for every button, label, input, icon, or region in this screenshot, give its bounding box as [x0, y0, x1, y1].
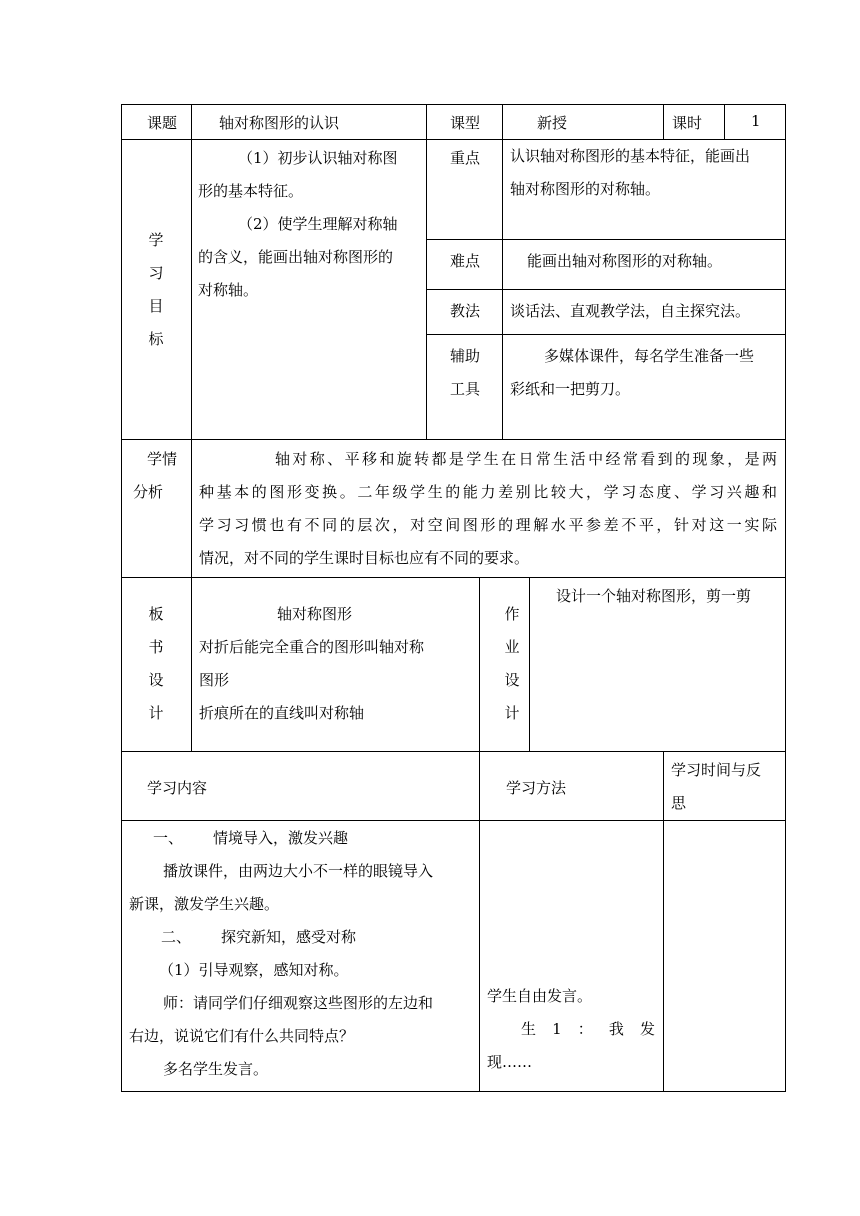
analysis-line1: 轴对称、平移和旋转都是学生在日常生活中经常看到的现象，是两 — [275, 450, 777, 468]
type-value-cell — [502, 104, 664, 140]
method-label: 教法 — [450, 302, 481, 320]
section2-line1: 师：请同学们仔细观察这些图形的左边和 — [163, 994, 434, 1012]
analysis-label — [133, 443, 177, 509]
aid-label-2: 工具 — [450, 380, 481, 398]
homework-value: 设计一个轴对称图形，剪一剪 — [556, 587, 752, 605]
topic-label: 课题 — [147, 114, 178, 132]
reflect-body-cell — [663, 820, 786, 1092]
objectives-goals — [198, 142, 420, 307]
analysis-line3: 学习习惯也有不同的层次，对空间图形的理解水平参差不平，针对这一实际 — [199, 516, 777, 534]
type-label: 课型 — [450, 114, 481, 132]
objectives-label: 学 习 目 标 — [148, 231, 164, 348]
aid-label-1: 辅助 — [450, 347, 481, 365]
section2-title: 探究新知，感受对称 — [221, 928, 357, 946]
analysis-line4: 情况，对不同的学生课时目标也应有不同的要求。 — [199, 549, 530, 567]
board-line1: 对折后能完全重合的图形叫轴对称 — [199, 638, 425, 656]
board-line3: 折痕所在的直线叫对称轴 — [199, 704, 365, 722]
reflect-header-1: 学习时间与反 — [671, 761, 762, 779]
board-title: 轴对称图形 — [277, 605, 353, 623]
section1-heading — [129, 822, 474, 855]
goal2-line3: 对称轴。 — [198, 281, 259, 299]
section1-line1: 播放课件，由两边大小不一样的眼镜导入 — [163, 862, 434, 880]
section2-sub: （1）引导观察，感知对称。 — [159, 961, 349, 979]
section2-heading — [129, 921, 474, 954]
method-line3: 现…… — [487, 1053, 533, 1071]
topic-value: 轴对称图形的认识 — [219, 114, 340, 132]
board-text — [199, 598, 424, 730]
board-line2: 图形 — [199, 671, 230, 689]
board-label: 板 书 设 计 — [148, 605, 164, 722]
reflect-header-2: 思 — [671, 794, 687, 812]
key-label: 重点 — [450, 149, 481, 167]
key-value — [510, 140, 750, 206]
goal2-line1: （2）使学生理解对称轴 — [238, 215, 398, 233]
method-body — [487, 980, 655, 1079]
section1-number: 一、 — [153, 829, 184, 847]
goal1-line2: 形的基本特征。 — [198, 182, 304, 200]
aid-line1: 多媒体课件，每名学生准备一些 — [544, 347, 755, 365]
homework-label: 作 业 设 计 — [504, 605, 520, 722]
method-line2: 生 1 ： 我 发 — [521, 1020, 655, 1038]
content-header: 学习内容 — [147, 779, 208, 797]
method-value: 谈话法、直观教学法，自主探究法。 — [510, 302, 751, 320]
section1-line2: 新课，激发学生兴趣。 — [129, 895, 280, 913]
key-line1: 认识轴对称图形的基本特征，能画出 — [510, 147, 751, 165]
difficulty-value: 能画出轴对称图形的对称轴。 — [527, 252, 723, 270]
section1-title: 情境导入，激发兴趣 — [213, 829, 349, 847]
goal2-line2: 的含义，能画出轴对称图形的 — [198, 248, 394, 266]
hours-value: 1 — [751, 112, 761, 130]
hours-label: 课时 — [672, 114, 703, 132]
difficulty-label: 难点 — [450, 252, 481, 270]
key-line2: 轴对称图形的对称轴。 — [510, 180, 661, 198]
analysis-text — [199, 443, 777, 575]
analysis-label-1: 学情 — [147, 450, 178, 468]
aid-value — [510, 340, 754, 406]
type-value: 新授 — [537, 114, 568, 132]
section2-line2: 右边，说说它们有什么共同特点？ — [129, 1027, 355, 1045]
section2-number: 二、 — [161, 928, 192, 946]
analysis-line2: 种基本的图形变换。二年级学生的能力差别比较大，学习态度、学习兴趣和 — [199, 483, 777, 501]
aid-line2: 彩纸和一把剪刀。 — [510, 380, 631, 398]
goal1-line1: （1）初步认识轴对称图 — [238, 149, 398, 167]
reflect-header — [671, 754, 761, 820]
method-line1: 学生自由发言。 — [487, 987, 593, 1005]
content-body — [129, 822, 474, 1086]
study-method-header: 学习方法 — [506, 779, 567, 797]
section2-line3: 多名学生发言。 — [163, 1060, 269, 1078]
aid-label — [450, 340, 480, 406]
analysis-label-2: 分析 — [133, 483, 164, 501]
